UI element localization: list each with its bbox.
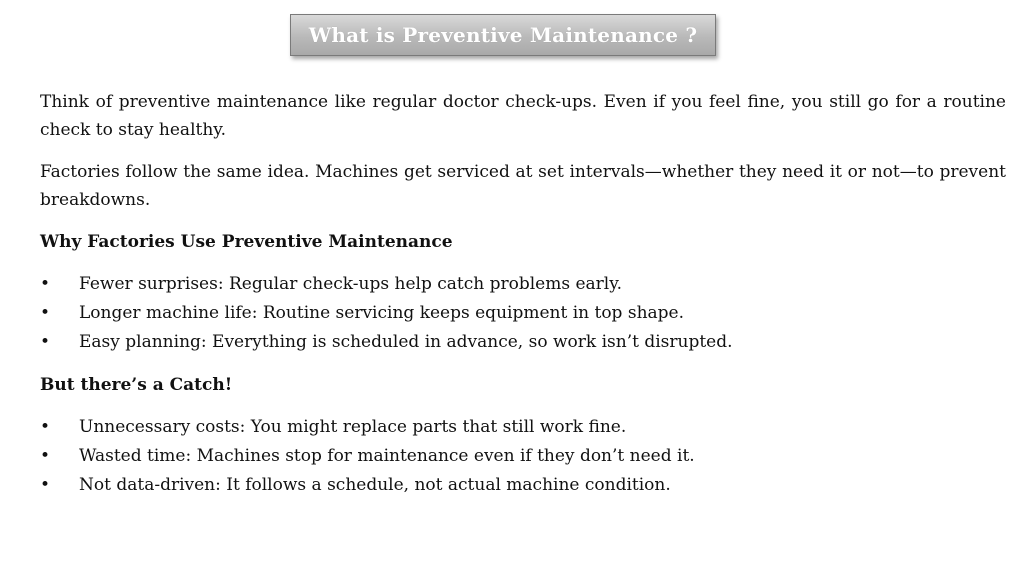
bullet-icon: • (40, 475, 51, 495)
list-item (40, 270, 1006, 299)
benefits-list (40, 270, 1006, 357)
list-item-text: Unnecessary costs: You might replace parts that still work fine. (79, 417, 627, 437)
list-item-text: Not data-driven: It follows a schedule, not actual machine condition. (79, 475, 671, 495)
section-heading-why: Why Factories Use Preventive Maintenance (40, 232, 453, 252)
drawbacks-list (40, 413, 1006, 500)
list-item (40, 328, 1006, 357)
list-item-text: Longer machine life: Routine servicing keeps equipment in top shape. (79, 303, 684, 323)
bullet-icon: • (40, 417, 51, 437)
bullet-icon: • (40, 332, 51, 352)
list-item-text: Fewer surprises: Regular check-ups help catch problems early. (79, 274, 622, 294)
bullet-icon: • (40, 303, 51, 323)
list-item (40, 471, 1006, 500)
list-item (40, 442, 1006, 471)
bullet-icon: • (40, 274, 51, 294)
document-body (40, 88, 1006, 514)
section-heading-catch: But there’s a Catch! (40, 375, 233, 395)
list-item (40, 299, 1006, 328)
intro-paragraph-2: Factories follow the same idea. Machines get serviced at set intervals—whether they need it or not—to prevent breakdowns. (40, 162, 1006, 210)
intro-paragraph-1: Think of preventive maintenance like regular doctor check-ups. Even if you feel fine, you still go for a routine check to stay healthy. (40, 92, 1006, 140)
list-item-text: Easy planning: Everything is scheduled in advance, so work isn’t disrupted. (79, 332, 733, 352)
page-title: What is Preventive Maintenance ? (308, 23, 698, 47)
list-item (40, 413, 1006, 442)
bullet-icon: • (40, 446, 51, 466)
title-box (290, 14, 716, 56)
list-item-text: Wasted time: Machines stop for maintenance even if they don’t need it. (79, 446, 695, 466)
